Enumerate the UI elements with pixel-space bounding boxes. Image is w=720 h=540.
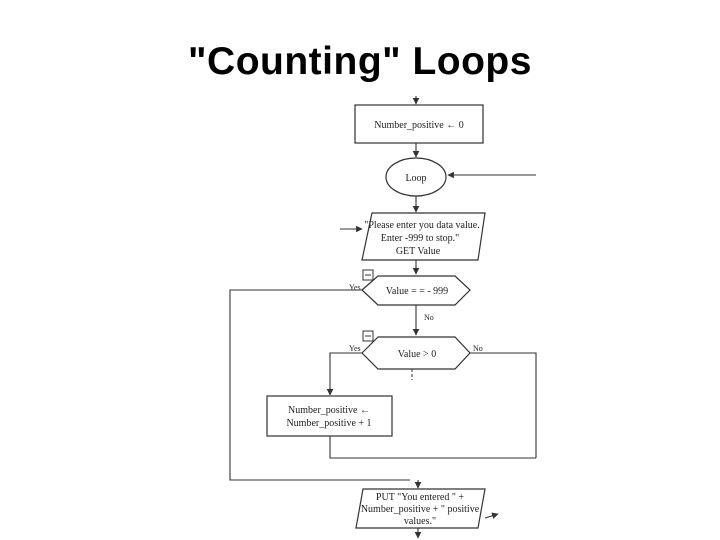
input-io-box <box>362 213 485 260</box>
output-side-arrow <box>485 514 498 518</box>
input-line-2: Enter -999 to stop." <box>380 233 460 244</box>
slide-title: "Counting" Loops <box>188 40 532 83</box>
input-line-1: "Please enter you data value. <box>364 220 480 231</box>
decision-sentinel-label: Value = = - 999 <box>385 286 449 297</box>
collapse-icon[interactable] <box>363 331 373 341</box>
output-line-3: values." <box>403 516 437 527</box>
decision-sentinel <box>362 276 470 305</box>
decision-positive-label: Value > 0 <box>397 349 437 360</box>
increment-process-box <box>267 396 392 436</box>
increment-line-1: Number_positive ← <box>288 405 370 416</box>
decision-positive <box>362 337 470 369</box>
decision-positive-no-label: No <box>473 344 483 353</box>
output-io-box <box>356 489 485 528</box>
loop-node-label: Loop <box>405 173 427 184</box>
increment-merge-path <box>330 436 536 458</box>
positive-yes-path <box>330 353 362 395</box>
positive-no-path <box>470 353 536 458</box>
decision-positive-yes-label: Yes <box>349 344 361 353</box>
init-process-label: Number_positive ← 0 <box>374 120 464 131</box>
input-line-3: GET Value <box>395 246 441 257</box>
decision-sentinel-yes-label: Yes <box>349 283 361 292</box>
decision-sentinel-no-label: No <box>424 313 434 322</box>
loop-node <box>386 158 446 196</box>
init-process-box <box>355 105 483 143</box>
increment-line-2: Number_positive + 1 <box>286 418 372 429</box>
collapse-icon[interactable] <box>363 270 373 280</box>
output-line-1: PUT "You entered " + <box>375 492 465 503</box>
sentinel-yes-path <box>230 290 410 480</box>
output-line-2: Number_positive + " positive <box>360 504 480 515</box>
